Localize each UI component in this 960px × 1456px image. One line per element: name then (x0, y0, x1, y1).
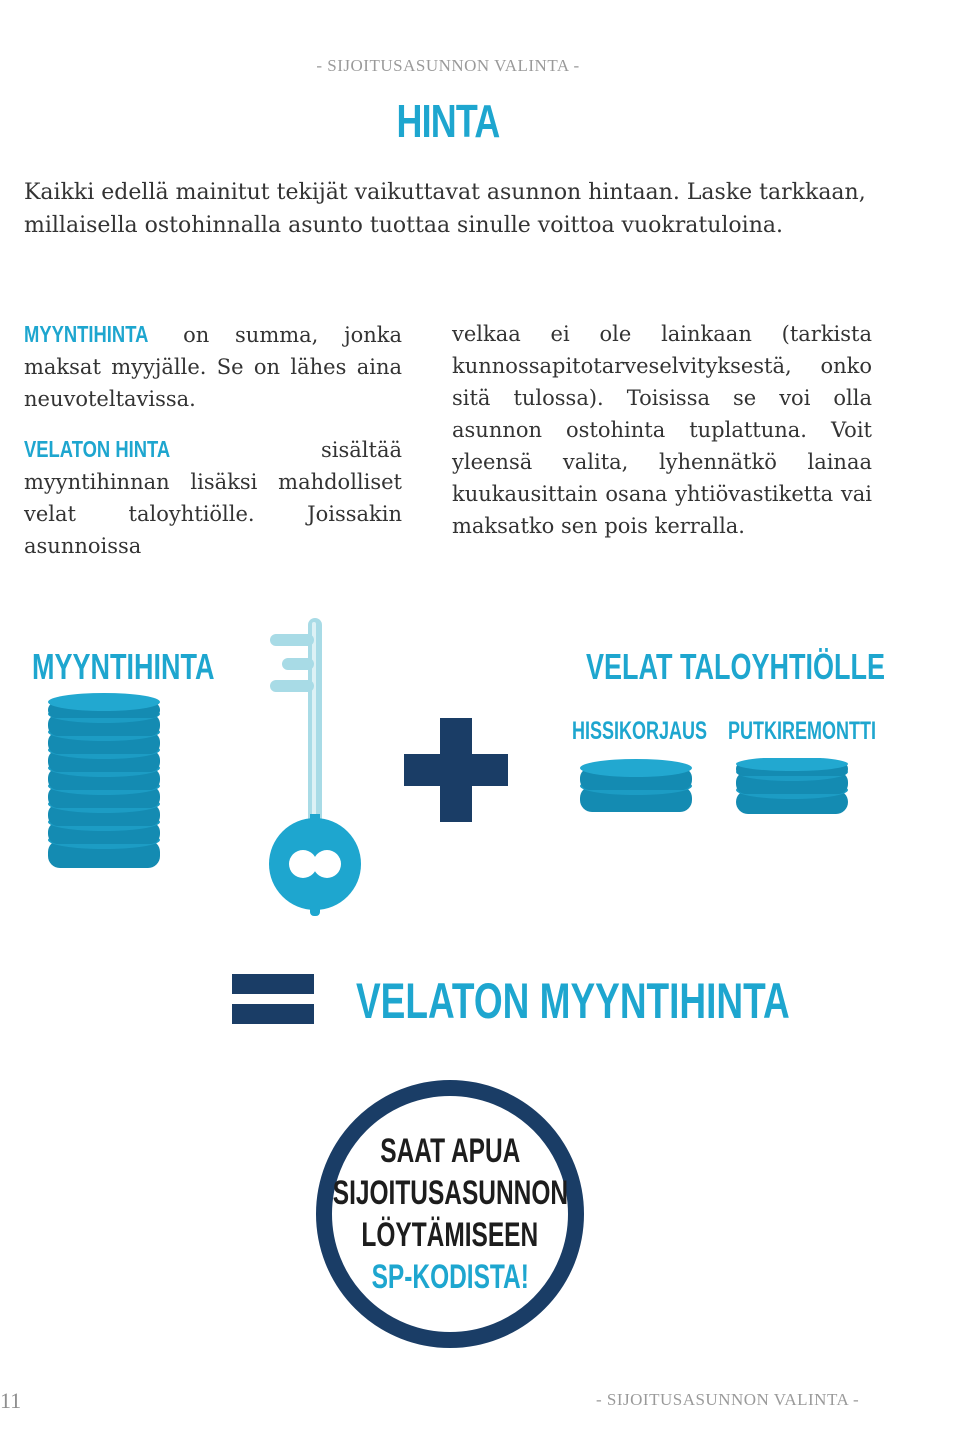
label-myyntihinta: MYYNTIHINTA (32, 646, 215, 687)
text-column-right (452, 318, 872, 560)
paragraph-velaton-hinta-continued: velkaa ei ole lainkaan (tarkista kunnossapitotarveselvityksestä, onko sitä tulossa). Toisissa se voi olla asunnon ostohinta tuplattuna. Voit yleensä valita, lyhennätkö lainaa kuukausittain osana yhtiövastiketta vai maksatko sen pois kerralla. (452, 322, 872, 538)
paragraph-myyntihinta (24, 318, 402, 415)
coin-stack-large (40, 690, 170, 890)
page-number: 11 (0, 1388, 22, 1413)
key-icon (262, 614, 372, 924)
coin-top (48, 693, 160, 711)
intro-paragraph: Kaikki edellä mainitut tekijät vaikuttavat asunnon hintaan. Laske tarkkaan, millaisella ostohinnalla asunto tuottaa sinulle voittoa vuokratuloina. (24, 180, 866, 238)
paragraph-myyntihinta-text: on summa, jonka maksat myyjälle. Se on lähes aina neuvoteltavissa. (24, 323, 402, 411)
paragraph-velaton-hinta-text: sisältää myyntihinnan lisäksi mahdolliset velat taloyhtiölle. Joissakin asunnoissa (24, 438, 402, 558)
page-title: HINTA (396, 95, 500, 147)
badge-line-4: SP-KODISTA! (371, 1258, 529, 1296)
term-myyntihinta: MYYNTIHINTA (24, 321, 149, 347)
label-velat-taloyhtiolle: VELAT TALOYHTIÖLLE (586, 646, 885, 687)
label-putkiremontti: PUTKIREMONTTI (728, 717, 876, 745)
badge-line-1: SAAT APUA (379, 1132, 521, 1170)
label-velaton-myyntihinta: VELATON MYYNTIHINTA (356, 973, 790, 1029)
coin-stack-coins (48, 693, 160, 868)
coin-stack-putkiremontti (732, 758, 852, 820)
badge-line-3: LÖYTÄMISEEN (361, 1216, 539, 1254)
label-hissikorjaus: HISSIKORJAUS (572, 717, 708, 745)
text-column-left (24, 318, 402, 562)
running-footer: - SIJOITUSASUNNON VALINTA - (596, 1390, 860, 1409)
sp-koti-badge (316, 1080, 584, 1348)
plus-icon (404, 718, 508, 822)
term-velaton-hinta: VELATON HINTA (24, 436, 171, 462)
running-header: - SIJOITUSASUNNON VALINTA - (316, 56, 580, 75)
badge-line-2: SIJOITUSASUNNON (332, 1174, 568, 1212)
coin-stack-hissikorjaus (576, 756, 696, 818)
paragraph-velaton-hinta (24, 433, 402, 562)
equals-icon (232, 974, 314, 1026)
